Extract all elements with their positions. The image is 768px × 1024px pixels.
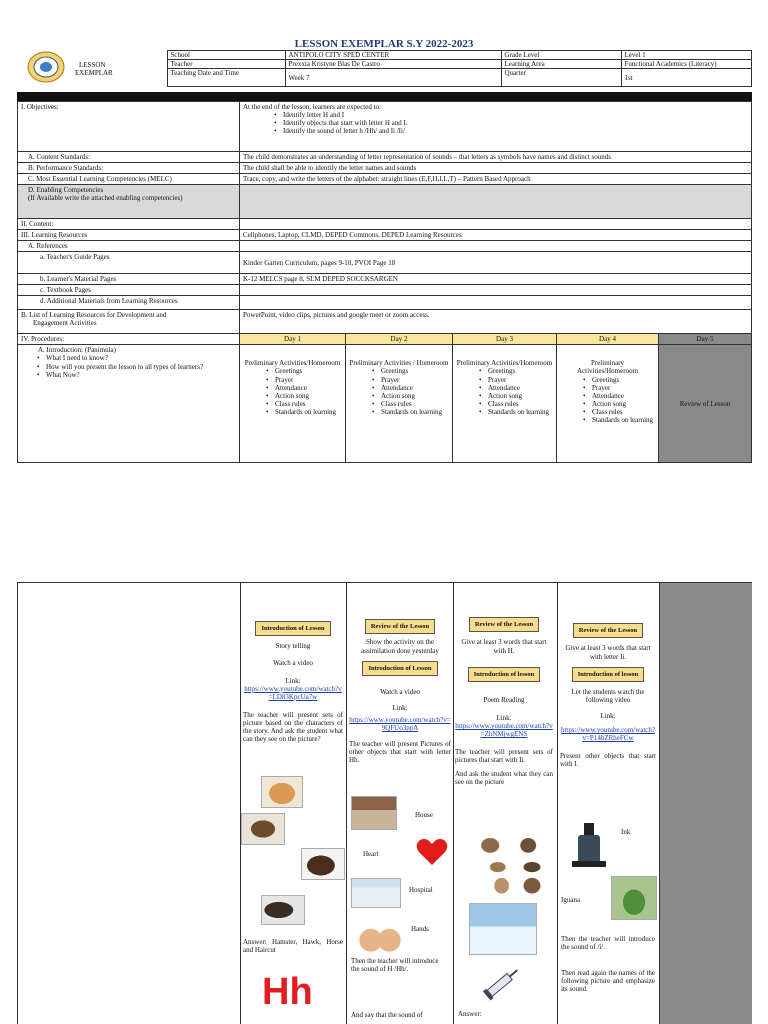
grade-label: Grade Level [501, 51, 621, 60]
day-2-prelim-list [369, 367, 449, 415]
day-4-watch-text: Let the students watch the following video [571, 688, 645, 705]
day-3-present-text: The teacher will present sets of pictures that start with Ii. [455, 748, 553, 765]
day-2-header: Day 2 [346, 334, 453, 345]
list-item: • Attendance [580, 392, 655, 400]
add-label: d. Additional Materials from Learning Resources [18, 296, 240, 310]
lm-label: b. Learner's Material Pages [18, 274, 240, 285]
list-item: • Attendance [263, 384, 342, 392]
resources-label: III. Learning Resources [18, 230, 240, 241]
tb-label: c. Textbook Pages [18, 285, 240, 296]
day-3-answer: Answer: [458, 1010, 482, 1018]
quarter-label: Quarter [501, 69, 621, 87]
day-3-review-text: Give at least 3 words that start with H. [461, 638, 547, 655]
day-4-link[interactable]: https://www.youtube.com/watch?v=P14bZRheFCw [560, 726, 656, 743]
list-item: • Identify objects that start with letter H and I. [271, 119, 748, 127]
enabling-sub: (If Available write the attached enabling competencies) [28, 194, 183, 203]
day-2-link-label: Link: [392, 704, 408, 713]
intro-label: A. Introduction: (Panimula) [38, 346, 116, 355]
list-item: • Action song [263, 392, 342, 400]
content-std-label: A. Content Standards: [18, 152, 240, 163]
day-4-intro-label: Introduction of lesson [572, 667, 645, 682]
list-item: • Standards on learning [580, 416, 655, 424]
day-4-review-label: Review of the Lesson [573, 623, 643, 638]
list-item: • Class rules [580, 408, 655, 416]
hands-image [357, 921, 403, 953]
house-image [351, 796, 397, 830]
heart-label: Heart [363, 850, 379, 858]
list-item: • How will you present the lesson to all types of learners? [34, 363, 236, 371]
header-table [17, 50, 752, 87]
day-3-intro-label: Introduction of lesson [468, 667, 541, 682]
day-2-watch: Watch a video [380, 688, 420, 697]
day-3-link-label: Link: [496, 714, 512, 723]
day-1-column [243, 621, 343, 743]
day-4-read-text: Then read again the names of the following picture and emphasize its sound. [561, 969, 655, 994]
list-item: • Prayer [369, 376, 449, 384]
lm-value: K-12 MELCS page 8, SLM DEPED SOCCKSARGEN [240, 274, 752, 285]
day-5-value: Review of Lesson [659, 345, 752, 463]
day-2-prelim-title: Preliminary Activities / Homeroom [349, 359, 449, 368]
day-1-prelim-title: Preliminary Activities/Homeroom [244, 359, 341, 368]
list-value: PowerPoint, video clips, pictures and google meet or zoom access. [240, 310, 752, 334]
list-item: • Action song [369, 392, 449, 400]
day-2-present-text: The teacher will present Pictures of other objects that start with letter Hh. [349, 740, 451, 765]
day-4-present-text: Present other objects that start with I. [560, 752, 656, 769]
list-item: • Prayer [580, 384, 655, 392]
heart-icon [416, 838, 448, 868]
day-4-prelim-list [580, 376, 655, 424]
day-4-sound-text: Then the teacher will introduce the sound of /i/. [561, 935, 655, 952]
day-1-watch: Watch a video [273, 658, 313, 667]
day-4-link-label: Link: [600, 712, 616, 721]
school-label: School [167, 51, 285, 60]
day-2-review-label: Review of the Lesson [365, 619, 435, 634]
day-3-poem: Poem Reading [483, 696, 525, 705]
haircut-image [261, 895, 305, 925]
ink-label: Ink [621, 828, 631, 836]
perf-std-value: The child shall be able to identify the letter names and sounds [240, 163, 752, 174]
list-item: • Greetings [580, 376, 655, 384]
day-2-column [349, 619, 451, 764]
page-title: LESSON EXEMPLAR S.Y 2022-2023 [294, 38, 474, 50]
day-1-prelim-list [263, 367, 342, 415]
list-item: • Greetings [369, 367, 449, 375]
references-label: A. References [18, 241, 240, 252]
ink-image [570, 821, 608, 869]
day-3-header: Day 3 [453, 334, 557, 345]
day-2-review-text: Show the activity on the assimilation done yesterday [361, 638, 439, 655]
area-label: Learning Area [501, 60, 621, 69]
date-label: Teaching Date and Time [167, 69, 285, 87]
syringe-image [480, 963, 524, 1005]
teacher-label: Teacher [167, 60, 285, 69]
procedures-label: IV. Procedures: [18, 334, 240, 345]
content-std-value: The child demonstrates an understanding of letter representation of sounds – that letters as symbols have names and distinct sounds [240, 152, 752, 163]
list-item: • Standards on learning [476, 408, 553, 416]
page2-frame [17, 582, 752, 1024]
list-item: • What Now? [34, 371, 236, 379]
objectives-list [271, 111, 748, 135]
hospital-label: Hospital [409, 886, 433, 894]
day-4-header: Day 4 [557, 334, 659, 345]
hospital-image [351, 878, 401, 908]
day-1-storytelling: Story telling [275, 642, 311, 651]
school-value: ANTIPOLO CITY SPED CENTER [285, 51, 501, 60]
day-1-intro-label: Introduction of Lesson [255, 621, 330, 636]
list-item: • Class rules [476, 400, 553, 408]
grade-value: Level 1 [621, 51, 752, 60]
day-1-link-label: Link: [285, 676, 301, 685]
exemplar-title-2: EXEMPLAR [75, 68, 113, 77]
tg-value: Kinder Garten Curriculum, pages 9-10, PVOI Page 18 [240, 252, 752, 274]
list-item: • Class rules [369, 400, 449, 408]
main-table [17, 101, 752, 463]
horse-image [301, 848, 345, 880]
day-2-link[interactable]: https://www.youtube.com/watch?v=9QFUo3ppA [349, 716, 451, 733]
tg-label: a. Teacher's Guide Pages [18, 252, 240, 274]
list-item: • Prayer [476, 376, 553, 384]
list-item: • Attendance [476, 384, 553, 392]
iguana-image [611, 876, 657, 920]
day-3-review-label: Review of the Lesson [469, 617, 539, 632]
list-item: • Prayer [263, 376, 342, 384]
hawk-image [241, 813, 285, 845]
melc-label: C. Most Essential Learning Competencies (MELC) [18, 174, 240, 185]
list-item: • Greetings [263, 367, 342, 375]
content-label: II. Content: [18, 219, 240, 230]
day-3-prelim-list [476, 367, 553, 415]
day-2-sound-text: Then the teacher will introduce the sound of H /Hh/. [351, 957, 439, 974]
objectives-label: I. Objectives: [18, 102, 240, 152]
list-item: • Identify letter H and I [271, 111, 748, 119]
day-1-link[interactable]: https://www.youtube.com/watch?v=LD83KpcUa7w [244, 684, 342, 701]
day-5-header: Day 5 [659, 334, 752, 345]
list-item: • Action song [476, 392, 553, 400]
house-label: House [415, 811, 433, 819]
day-4-column [560, 623, 656, 768]
day-1-header: Day 1 [240, 334, 346, 345]
day-3-link[interactable]: https://www.youtube.com/watch?v=ZhNMjwgENS [455, 722, 553, 739]
day-1-answer: Answer: Hamster, Hawk, Horse and Haircut [243, 938, 343, 955]
day-3-ask-text: And ask the student what they can see on the picture [455, 770, 553, 787]
list-item: • What I need to know? [34, 354, 236, 362]
melc-value: Trace, copy, and write the letters of the alphabet: straight lines (E,F,H,I,L,T) – Pattern Based Approach [240, 174, 752, 185]
list-item: • Greetings [476, 367, 553, 375]
header-divider [17, 92, 752, 101]
insects-image [475, 833, 551, 895]
exemplar-title-1: LESSON [79, 60, 106, 69]
day-4-review-text: Give at least 3 words that start with letter Ii. [565, 644, 651, 661]
list-item: • Action song [580, 400, 655, 408]
list-label-1: B. List of Learning Resources for Development and [21, 311, 167, 320]
objectives-intro: At the end of the lesson, learners are expected to: [243, 103, 382, 111]
list-item: • Attendance [369, 384, 449, 392]
list-item: • Standards on learning [263, 408, 342, 416]
day-2-sound-text-2: And say that the sound of [351, 1011, 423, 1019]
area-value: Functional Academics (Literacy) [621, 60, 752, 69]
perf-std-label: B. Performance Standards: [18, 163, 240, 174]
date-value: Week 7 [285, 69, 501, 87]
list-label-2: Engagement Activities [33, 319, 97, 328]
igloo-image [469, 903, 537, 955]
list-item: • Class rules [263, 400, 342, 408]
hands-label: Hands [411, 925, 429, 933]
intro-list [28, 354, 236, 378]
list-item: • Standards on learning [369, 408, 449, 416]
day-4-prelim-title: Preliminary Activities/Homeroom [576, 359, 639, 376]
day-1-present-text: The teacher will present sets of picture based on the characters of the story. And ask the student what can they see on the picture? [243, 710, 343, 743]
day-3-prelim-title: Preliminary Activities/Homeroom [456, 359, 553, 368]
list-item: • Identify the sound of letter h /Hh/ and Ii /Ii/ [271, 127, 748, 135]
quarter-value: 1st [621, 69, 752, 87]
day-2-intro-label: Introduction of Lesson [362, 661, 437, 676]
day-3-column [455, 617, 553, 786]
iguana-label: Iguana [561, 896, 581, 904]
resources-value: Cellphones, Laptop, CLMD, DEPED Commons, DEPED Learning Resources [240, 230, 752, 241]
teacher-value: Prexxia Kristyne Blas De Castro [285, 60, 501, 69]
hh-letter: Hh [262, 971, 313, 1013]
hamster-image [261, 776, 303, 808]
enabling-label: D. Enabling Competencies [28, 186, 104, 195]
